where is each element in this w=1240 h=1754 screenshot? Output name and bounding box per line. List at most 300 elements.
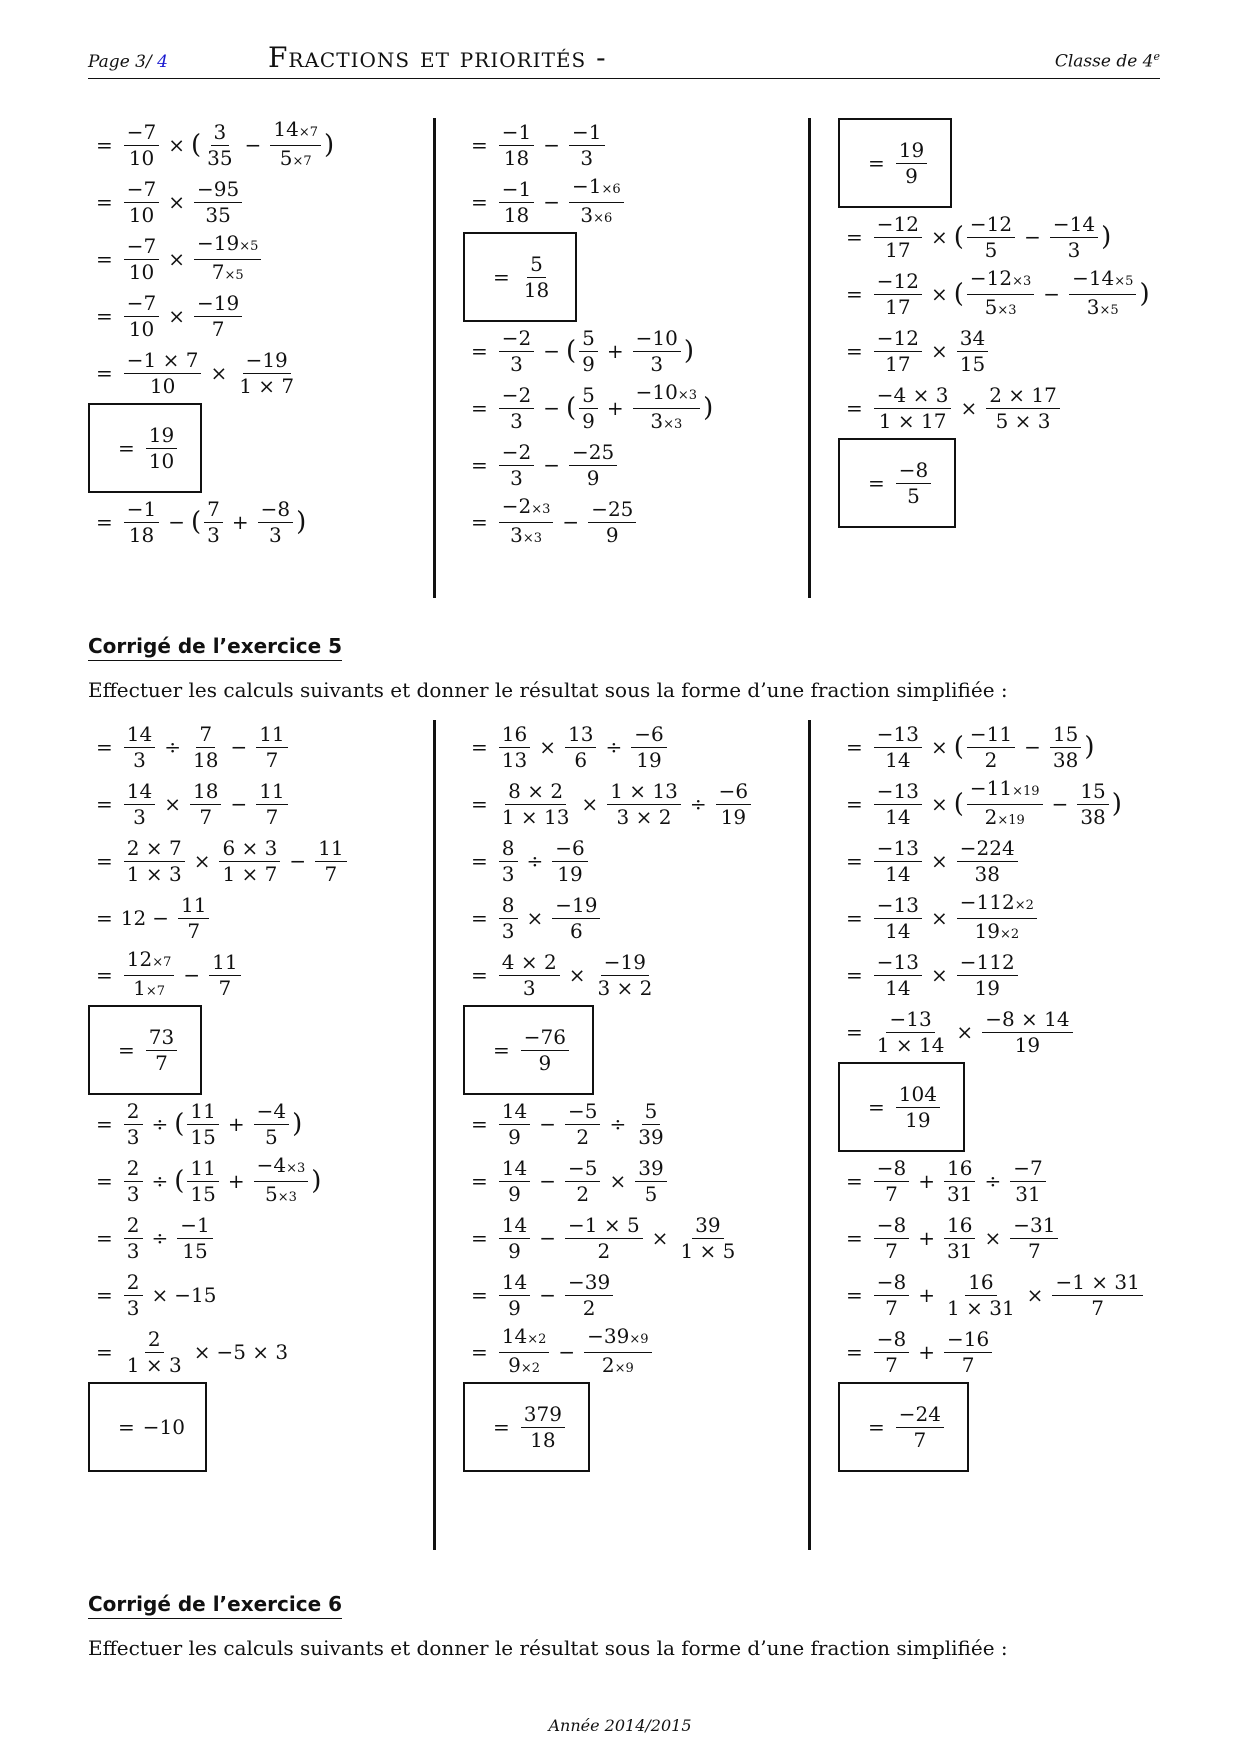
- operator: ÷: [984, 1169, 1002, 1193]
- numerator: −13: [874, 837, 922, 862]
- equals-sign: =: [846, 849, 863, 873]
- fraction: [219, 837, 280, 886]
- numerator: −8: [874, 1214, 909, 1239]
- equation-line: [88, 495, 306, 549]
- fraction: [874, 837, 922, 886]
- equation-line: [463, 118, 608, 172]
- denominator: 10: [128, 259, 155, 284]
- denominator: 7: [265, 804, 279, 829]
- operator: +: [918, 1169, 936, 1193]
- denominator: 2: [576, 1181, 590, 1206]
- result-box: [88, 403, 202, 493]
- column-divider: [433, 118, 436, 598]
- fraction: [190, 780, 221, 829]
- equals-sign: =: [96, 1112, 113, 1136]
- fraction: [204, 498, 223, 547]
- equals-sign: =: [868, 1415, 885, 1439]
- equals-sign: =: [471, 1226, 488, 1250]
- equals-sign: =: [471, 1283, 488, 1307]
- numerator: −7: [124, 121, 159, 146]
- equation-line: [88, 346, 300, 400]
- fraction: [124, 1214, 143, 1263]
- numerator: 11: [315, 837, 346, 862]
- fraction: [124, 349, 202, 398]
- fraction: [944, 1214, 975, 1263]
- operator: ×: [168, 304, 186, 328]
- denominator: 19: [974, 975, 1000, 1000]
- operator: −: [543, 453, 561, 477]
- operator: ×: [930, 906, 948, 930]
- fraction: [1050, 213, 1098, 262]
- fraction: [499, 495, 554, 550]
- numerator: −112×2: [957, 891, 1037, 919]
- equals-sign: =: [96, 735, 113, 759]
- fraction: [569, 175, 624, 230]
- parenthesis: (: [174, 1109, 185, 1139]
- equation-line: [88, 232, 264, 286]
- fraction: [521, 1403, 565, 1452]
- exercise-5-instruction: Effectuer les calculs suivants et donner le résultat sous la forme d’une fraction simplifiée :: [88, 678, 1008, 702]
- equals-sign: =: [96, 304, 113, 328]
- operator: ×: [168, 247, 186, 271]
- numerator: −1×6: [569, 175, 624, 203]
- numerator: −7: [124, 292, 159, 317]
- fraction: [177, 1214, 212, 1263]
- fraction: [1077, 780, 1108, 829]
- column-divider: [808, 720, 811, 1550]
- denominator: 35: [207, 145, 233, 170]
- denominator: 7×5: [211, 259, 244, 284]
- fraction: [499, 1100, 530, 1149]
- denominator: 9: [582, 408, 595, 433]
- numerator: 11: [209, 951, 240, 976]
- numerator: 379: [521, 1403, 565, 1428]
- denominator: 19: [557, 861, 583, 886]
- denominator: 5: [984, 237, 998, 262]
- denominator: 7: [885, 1295, 898, 1320]
- parenthesis: (: [953, 732, 964, 762]
- equation-line: [463, 1268, 616, 1322]
- numerator: 14: [499, 1271, 530, 1296]
- fraction: [874, 951, 922, 1000]
- fraction: [236, 349, 297, 398]
- denominator: 9: [605, 522, 619, 547]
- parenthesis: ): [296, 507, 307, 537]
- numerator: 5: [579, 384, 598, 409]
- equals-sign: =: [118, 1415, 135, 1439]
- denominator: 1 × 31: [947, 1295, 1015, 1320]
- denominator: 9: [508, 1238, 521, 1263]
- operator: −: [289, 849, 307, 873]
- denominator: 3: [133, 747, 146, 772]
- numerator: 2 × 17: [986, 384, 1060, 409]
- denominator: 3: [510, 465, 523, 490]
- denominator: 3: [126, 1295, 140, 1320]
- fraction: [957, 327, 988, 376]
- denominator: 1 × 3: [126, 861, 182, 886]
- equation-line: [838, 1268, 1146, 1322]
- numerator: −39: [565, 1271, 613, 1296]
- equals-sign: =: [846, 792, 863, 816]
- numerator: 14×7: [270, 118, 321, 146]
- equals-sign: =: [846, 1020, 863, 1044]
- numerator: −25: [588, 498, 636, 523]
- numerator: 11: [187, 1157, 218, 1182]
- parenthesis: ): [683, 336, 695, 366]
- operator: −: [168, 510, 186, 534]
- numerator: 39: [635, 1157, 666, 1182]
- numerator: −1: [124, 498, 159, 523]
- fraction: [635, 1100, 666, 1149]
- operator: ÷: [526, 849, 544, 873]
- denominator: 7: [1027, 1238, 1041, 1263]
- numerator: −1 × 5: [565, 1214, 643, 1239]
- operator: ×: [651, 1226, 669, 1250]
- denominator: 14: [885, 918, 911, 943]
- denominator: 3 × 2: [616, 804, 672, 829]
- denominator: 3: [126, 1238, 140, 1263]
- fraction: [633, 327, 681, 376]
- fraction: [1010, 1214, 1058, 1263]
- denominator: 5: [265, 1124, 278, 1149]
- numerator: −4×3: [254, 1154, 309, 1182]
- numerator: −1: [177, 1214, 212, 1239]
- equation-line: [88, 777, 291, 831]
- numerator: −6: [716, 780, 751, 805]
- numerator: 16: [965, 1271, 996, 1296]
- column-divider: [808, 118, 811, 598]
- denominator: 7: [961, 1352, 975, 1377]
- denominator: 9: [586, 465, 600, 490]
- fraction: [584, 1325, 651, 1380]
- fraction: [635, 1157, 666, 1206]
- operator: −: [183, 963, 201, 987]
- numerator: −11: [967, 723, 1015, 748]
- equation-line: [463, 1154, 670, 1208]
- numerator: −8 × 14: [982, 1008, 1072, 1033]
- fraction: [146, 1026, 177, 1075]
- parenthesis: ): [1139, 279, 1150, 309]
- denominator: 1 × 17: [878, 408, 947, 433]
- fraction: [499, 178, 534, 227]
- fraction: [565, 1271, 613, 1320]
- numerator: −76: [521, 1026, 569, 1051]
- equals-sign: =: [846, 396, 863, 420]
- fraction: [896, 1403, 944, 1452]
- operator: ×: [164, 792, 181, 816]
- denominator: 18: [523, 277, 550, 302]
- denominator: 3×3: [650, 408, 683, 433]
- numerator: −1: [569, 121, 604, 146]
- page-number: Page 3/ 4: [88, 52, 168, 72]
- equals-sign: =: [96, 792, 113, 816]
- operator: ×: [956, 1020, 974, 1044]
- parenthesis: (: [566, 393, 577, 423]
- equation-line: [88, 289, 245, 343]
- numerator: −8: [896, 459, 931, 484]
- operator: ×: [930, 282, 948, 306]
- equals-sign: =: [96, 906, 113, 930]
- denominator: 13: [501, 747, 528, 772]
- equals-sign: =: [96, 247, 113, 271]
- fraction: [187, 1100, 218, 1149]
- operator: ÷: [151, 1112, 169, 1136]
- denominator: 3: [126, 1124, 140, 1149]
- denominator: 38: [1080, 804, 1106, 829]
- parenthesis: (: [566, 336, 577, 366]
- equals-sign: =: [846, 339, 863, 363]
- denominator: 3: [133, 804, 146, 829]
- equals-sign: =: [846, 282, 863, 306]
- denominator: 5: [644, 1181, 658, 1206]
- denominator: 18: [530, 1427, 556, 1452]
- numerator: 73: [146, 1026, 177, 1051]
- numerator: 13: [565, 723, 596, 748]
- operator: −: [539, 1226, 556, 1250]
- denominator: 14: [885, 747, 911, 772]
- equals-sign: =: [868, 1095, 885, 1119]
- fraction: [256, 780, 287, 829]
- denominator: 7: [885, 1352, 898, 1377]
- number: −15: [174, 1283, 217, 1307]
- denominator: 5×7: [279, 145, 312, 170]
- operator: +: [918, 1340, 936, 1364]
- numerator: 14×2: [499, 1325, 550, 1353]
- equation-line: [88, 948, 244, 1002]
- denominator: 7: [187, 918, 201, 943]
- number: −5 × 3: [216, 1340, 289, 1364]
- equals-sign: =: [493, 265, 510, 289]
- fraction: [967, 267, 1034, 322]
- equation-line: [88, 1097, 302, 1151]
- operator: +: [231, 510, 249, 534]
- operator: ×: [930, 225, 948, 249]
- denominator: 7: [885, 1238, 898, 1263]
- operator: +: [918, 1283, 936, 1307]
- fraction: [178, 894, 209, 943]
- operator: ×: [526, 906, 544, 930]
- equals-sign: =: [471, 339, 488, 363]
- numerator: −95: [194, 178, 242, 203]
- numerator: −13: [874, 780, 922, 805]
- parenthesis: ): [292, 1109, 303, 1139]
- numerator: −7: [124, 178, 159, 203]
- equation-line: [88, 175, 245, 229]
- equals-sign: =: [846, 1226, 863, 1250]
- numerator: −224: [957, 837, 1018, 862]
- result-box: [463, 1005, 594, 1095]
- fraction: [499, 951, 560, 1000]
- parenthesis: ): [1084, 732, 1095, 762]
- equals-sign: =: [471, 190, 488, 214]
- denominator: 17: [885, 294, 911, 319]
- denominator: 2: [984, 747, 998, 772]
- operator: −: [152, 906, 169, 930]
- operator: ×: [930, 963, 948, 987]
- numerator: 18: [190, 780, 221, 805]
- fraction: [124, 1271, 143, 1320]
- operator: +: [227, 1169, 245, 1193]
- numerator: −6: [631, 723, 666, 748]
- fraction: [499, 780, 573, 829]
- operator: +: [227, 1112, 245, 1136]
- fraction: [124, 1328, 185, 1377]
- fraction: [124, 1100, 143, 1149]
- fraction: [499, 837, 518, 886]
- numerator: 14: [124, 780, 155, 805]
- fraction: [124, 121, 159, 170]
- numerator: 19: [896, 139, 927, 164]
- equation-line: [838, 834, 1021, 888]
- numerator: 19: [146, 424, 177, 449]
- numerator: −6: [552, 837, 587, 862]
- fraction: [124, 723, 155, 772]
- fraction: [569, 441, 617, 490]
- denominator: 35: [205, 202, 231, 227]
- operator: ×: [210, 361, 228, 385]
- fraction: [124, 837, 185, 886]
- numerator: −1: [499, 178, 534, 203]
- fraction: [499, 384, 534, 433]
- numerator: −12: [874, 327, 922, 352]
- numerator: −8: [874, 1271, 909, 1296]
- fraction: [499, 1157, 530, 1206]
- fraction: [677, 1214, 738, 1263]
- page-total-link[interactable]: 4: [157, 52, 168, 72]
- fraction: [579, 384, 598, 433]
- equals-sign: =: [846, 1340, 863, 1364]
- fraction: [552, 894, 600, 943]
- denominator: 9: [508, 1295, 521, 1320]
- numerator: −10×3: [633, 381, 700, 409]
- fraction: [896, 459, 931, 508]
- denominator: 3: [207, 522, 220, 547]
- numerator: −2: [499, 327, 534, 352]
- equation-line: [88, 1154, 321, 1208]
- fraction: [874, 327, 922, 376]
- denominator: 19×2: [974, 918, 1020, 943]
- denominator: 7: [211, 316, 225, 341]
- fraction: [631, 723, 666, 772]
- equation-line: [463, 948, 658, 1002]
- denominator: 7: [885, 1181, 898, 1206]
- denominator: 1 × 7: [222, 861, 278, 886]
- result-box: [88, 1382, 207, 1472]
- denominator: 1 × 14: [876, 1032, 945, 1057]
- equals-sign: =: [96, 1283, 113, 1307]
- numerator: −2×3: [499, 495, 554, 523]
- equation-line: [838, 1325, 995, 1379]
- equals-sign: =: [96, 1340, 113, 1364]
- numerator: −12: [874, 270, 922, 295]
- operator: ×: [609, 1169, 627, 1193]
- numerator: 104: [896, 1083, 940, 1108]
- numerator: 11: [256, 723, 287, 748]
- equals-sign: =: [96, 1226, 113, 1250]
- denominator: 19: [636, 747, 662, 772]
- numerator: −11×19: [967, 777, 1043, 805]
- fraction: [1050, 723, 1081, 772]
- operator: ×: [581, 792, 599, 816]
- operator: −: [1051, 792, 1069, 816]
- denominator: 6: [570, 918, 583, 943]
- denominator: 3: [522, 975, 536, 1000]
- denominator: 14: [885, 804, 911, 829]
- equals-sign: =: [471, 849, 488, 873]
- denominator: 1 × 13: [501, 804, 570, 829]
- denominator: 18: [128, 522, 155, 547]
- denominator: 3: [501, 861, 515, 886]
- fraction: [499, 894, 518, 943]
- equals-sign: =: [493, 1415, 510, 1439]
- numerator: 11: [256, 780, 287, 805]
- page-footer: Année 2014/2015: [548, 1716, 692, 1735]
- parenthesis: (: [953, 279, 964, 309]
- fraction: [944, 1328, 992, 1377]
- denominator: 18: [503, 202, 530, 227]
- denominator: 7: [1091, 1295, 1104, 1320]
- numerator: 16: [944, 1157, 975, 1182]
- page-header: [88, 42, 1160, 79]
- equation-line: [463, 891, 603, 945]
- fraction: [124, 178, 159, 227]
- numerator: −7: [124, 235, 159, 260]
- operator: ×: [930, 339, 948, 363]
- class-label: Classe de 4e: [1054, 50, 1160, 72]
- denominator: 3: [510, 351, 523, 376]
- equals-sign: =: [471, 510, 488, 534]
- denominator: 5: [907, 483, 920, 508]
- equals-sign: =: [118, 1038, 135, 1062]
- numerator: 14: [499, 1157, 530, 1182]
- fraction: [986, 384, 1060, 433]
- equation-line: [838, 381, 1063, 435]
- equation-line: [463, 381, 713, 435]
- equation-line: [463, 720, 670, 774]
- numerator: 8: [499, 894, 518, 919]
- numerator: 5: [527, 253, 546, 278]
- parenthesis: (: [953, 222, 964, 252]
- equation-line: [463, 438, 620, 492]
- operator: ×: [193, 849, 211, 873]
- result-box: [838, 118, 952, 208]
- numerator: −14×5: [1069, 267, 1136, 295]
- numerator: −1: [499, 121, 534, 146]
- numerator: −8: [874, 1157, 909, 1182]
- equals-sign: =: [471, 1112, 488, 1136]
- numerator: −19: [243, 349, 291, 374]
- operator: ×: [168, 190, 186, 214]
- numerator: 16: [944, 1214, 975, 1239]
- denominator: 38: [974, 861, 1000, 886]
- denominator: 3: [1067, 237, 1081, 262]
- equals-sign: =: [868, 471, 885, 495]
- numerator: −14: [1050, 213, 1098, 238]
- exercise-5-heading: Corrigé de l’exercice 5: [88, 634, 342, 661]
- operator: ×: [930, 735, 948, 759]
- fraction: [579, 327, 598, 376]
- numerator: −19×5: [194, 232, 261, 260]
- fraction: [190, 723, 221, 772]
- operator: −: [562, 510, 580, 534]
- operator: −: [539, 1169, 556, 1193]
- operator: −: [543, 339, 561, 363]
- fraction: [957, 891, 1037, 946]
- denominator: 9: [538, 1050, 552, 1075]
- fraction: [1052, 1271, 1142, 1320]
- result-box: [88, 1005, 202, 1095]
- numerator: −4: [254, 1100, 289, 1125]
